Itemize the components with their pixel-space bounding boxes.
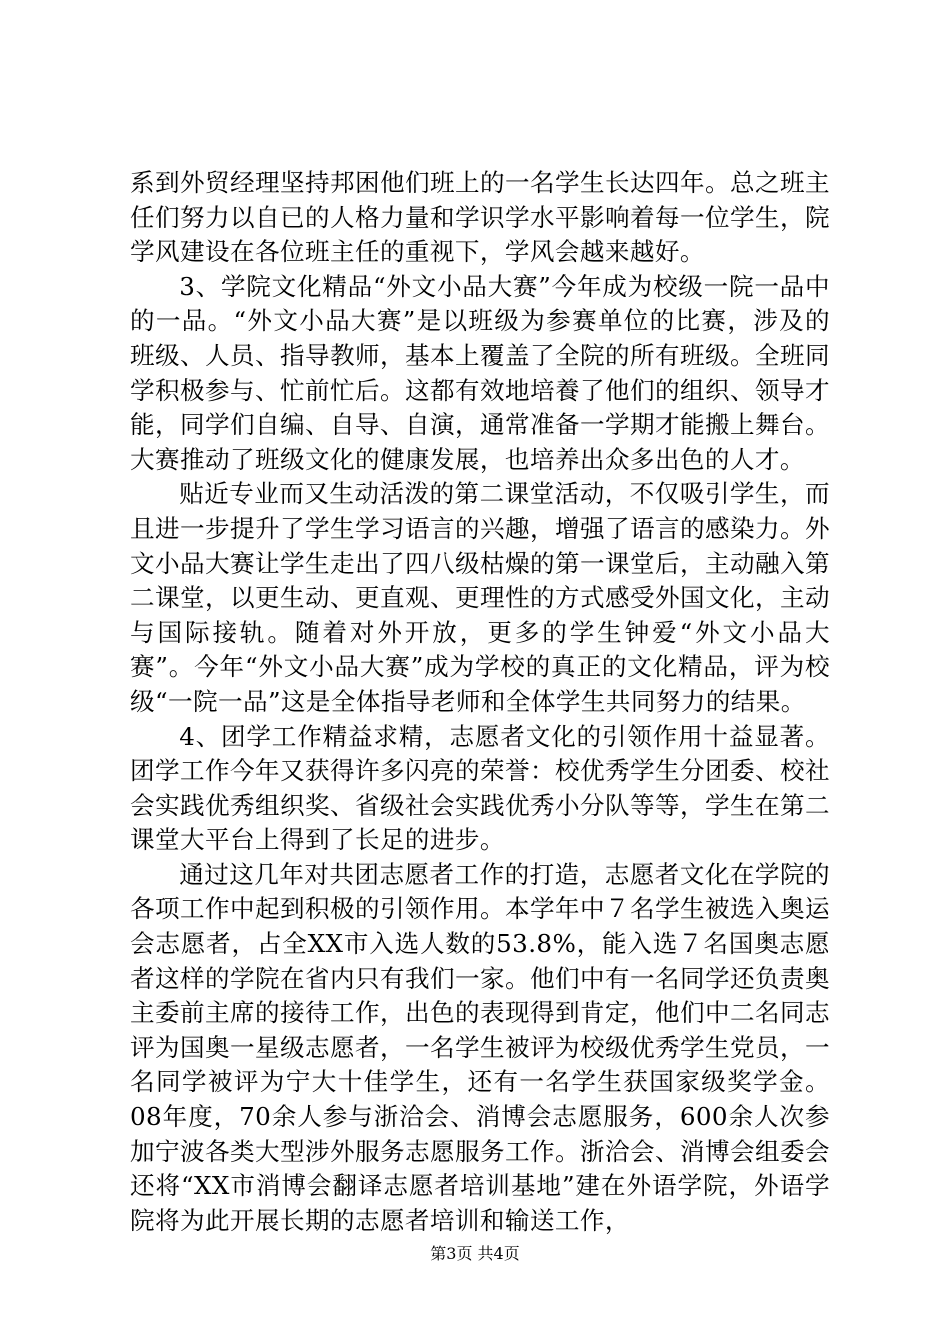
paragraph-second-classroom: 贴近专业而又生动活泼的第二课堂活动，不仅吸引学生，而且进一步提升了学生学习语言的兴趣，增强了语言的感染力。外文小品大赛让学生走出了四八级枯燥的第一课堂后，主动融入第二课堂，以更生动、更直观、更理性的方式感受外国文化，主动与国际接轨。随着对外开放，更多的学生钟爱“外文小品大赛”。今年“外文小品大赛”成为学校的真正的文化精品，评为校级“一院一品”这是全体指导老师和全体学生共同努力的结果。 bbox=[130, 479, 830, 716]
document-body bbox=[130, 166, 830, 1238]
page-number-footer: 第3页 共4页 bbox=[430, 1244, 520, 1263]
paragraph-volunteers: 通过这几年对共团志愿者工作的打造，志愿者文化在学院的各项工作中起到积极的引领作用。本学年中７名学生被选入奥运会志愿者，占全XX市入选人数的53.8%，能入选７名国奥志愿者这样的学院在省内只有我们一家。他们中有一名同学还负责奥主委前主席的接待工作，出色的表现得到肯定，他们中二名同志评为国奥一星级志愿者，一名学生被评为校级优秀学生党员，一名同学被评为宁大十佳学生，还有一名学生获国家级奖学金。08年度，70余人参与浙洽会、消博会志愿服务，600余人次参加宁波各类大型涉外服务志愿服务工作。浙洽会、消博会组委会还将“XX市消博会翻译志愿者培训基地”建在外语学院，外语学院将为此开展长期的志愿者培训和输送工作， bbox=[130, 859, 830, 1235]
paragraph-league-work: 4、团学工作精益求精，志愿者文化的引领作用十益显著。团学工作今年又获得许多闪亮的荣誉：校优秀学生分团委、校社会实践优秀组织奖、省级社会实践优秀小分队等等，学生在第二课堂大平台上得到了长足的进步。 bbox=[130, 721, 830, 855]
paragraph-culture-competition: 3、学院文化精品“外文小品大赛”今年成为校级一院一品中的一品。“外文小品大赛”是以班级为参赛单位的比赛，涉及的班级、人员、指导教师，基本上覆盖了全院的所有班级。全班同学积极参与、忙前忙后。这都有效地培養了他们的组织、领导才能，同学们自编、自导、自演，通常准备一学期才能搬上舞台。大赛推动了班级文化的健康发展，也培养出众多出色的人才。 bbox=[130, 271, 830, 474]
paragraph-continuation: 系到外贸经理坚持邦困他们班上的一名学生长达四年。总之班主任们努力以自已的人格力量和学识学水平影响着每一位学生，院学风建设在各位班主任的重视下，学风会越来越好。 bbox=[130, 168, 830, 267]
